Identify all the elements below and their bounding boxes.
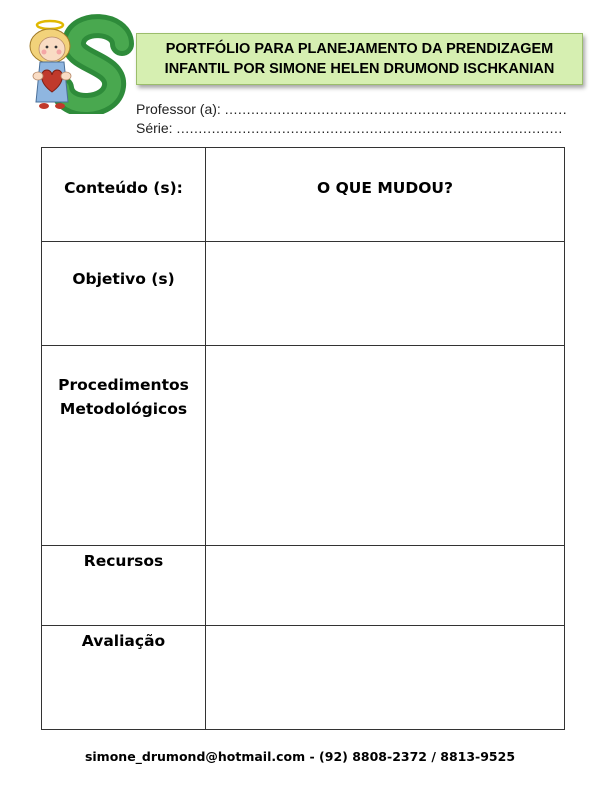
professor-label: Professor (a): xyxy=(136,101,221,117)
entry-cell-avaliacao[interactable] xyxy=(206,626,565,730)
row-label-cell xyxy=(42,546,206,626)
row-label-cell xyxy=(42,626,206,730)
row-label-avaliacao: Avaliação xyxy=(81,632,166,650)
header-cell xyxy=(206,148,565,242)
row-label-cell xyxy=(42,148,206,242)
table-row xyxy=(42,546,565,626)
row-label-objetivo: Objetivo (s) xyxy=(72,270,175,288)
row-label-cell xyxy=(42,346,206,546)
planning-table xyxy=(41,147,565,730)
row-label-cell xyxy=(42,242,206,346)
title-line-1: PORTFÓLIO PARA PLANEJAMENTO DA PRENDIZAGEM xyxy=(165,41,554,57)
table-row xyxy=(42,148,565,242)
professor-field xyxy=(136,101,567,117)
serie-label: Série: xyxy=(136,120,173,136)
table-row xyxy=(42,242,565,346)
table-row xyxy=(42,346,565,546)
professor-dots: .............................................................................. xyxy=(224,101,568,117)
footer-contact: simone_drumond@hotmail.com - (92) 8808-2372 / 8813-9525 xyxy=(84,749,516,764)
row-label-procedimentos: Procedimentos Metodológicos xyxy=(58,376,189,418)
entry-cell-procedimentos[interactable] xyxy=(206,346,565,546)
serie-dots: ........................................................................................ xyxy=(176,120,563,136)
header-o-que-mudou: O QUE MUDOU? xyxy=(317,179,453,197)
title-line-2: INFANTIL POR SIMONE HELEN DRUMOND ISCHKANIAN xyxy=(164,61,555,77)
row-label-recursos: Recursos xyxy=(83,552,164,570)
entry-cell-objetivo[interactable] xyxy=(206,242,565,346)
title-box xyxy=(136,33,583,85)
entry-cell-recursos[interactable] xyxy=(206,546,565,626)
serie-field xyxy=(136,120,563,136)
table-row xyxy=(42,626,565,730)
angel-letter-s-icon xyxy=(22,14,137,114)
row-label-conteudo: Conteúdo (s): xyxy=(64,179,183,197)
